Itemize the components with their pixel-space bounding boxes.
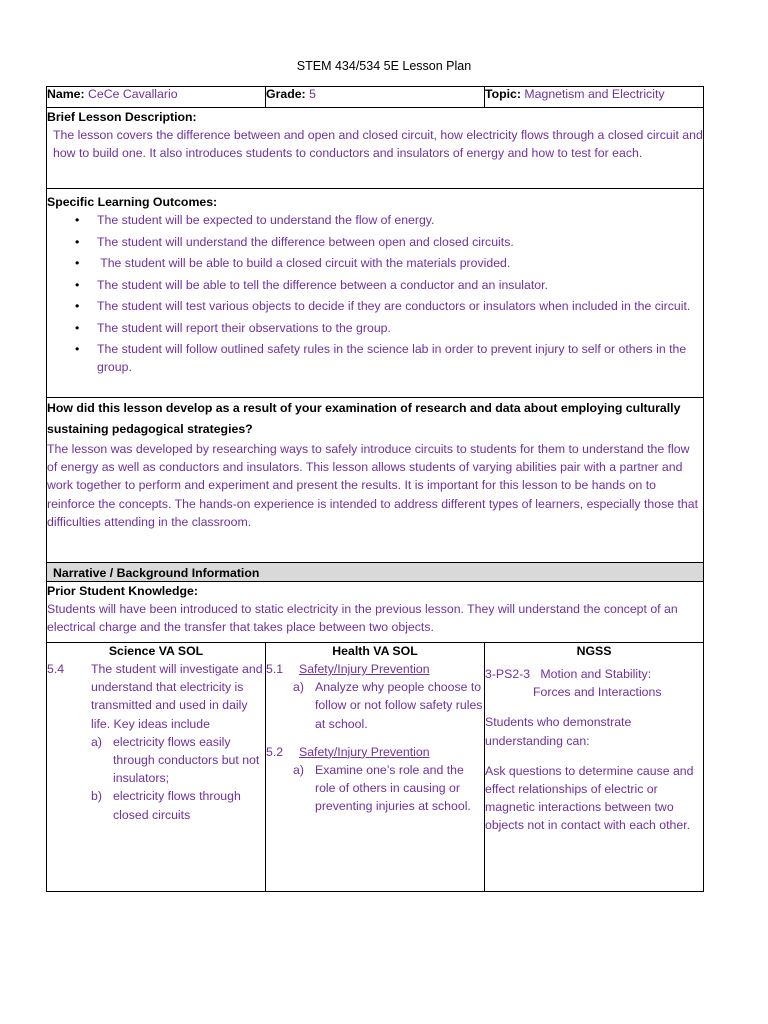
science-sub-item: a) electricity flows easily through conductors but not insulators; [91, 734, 260, 786]
bullet-icon: • [75, 320, 80, 335]
prior-text: Students will have been introduced to static electricity in the previous lesson. They will understand the concept of an electrical charge and the transfer that takes place between two objects. [47, 602, 678, 635]
name-cell [47, 87, 266, 108]
narrative-row [47, 563, 704, 582]
outcome-item: • The student will understand the difference between open and closed circuits. [97, 233, 703, 251]
outcome-item: • The student will be expected to understand the flow of energy. [97, 211, 703, 229]
prior-knowledge-row [47, 582, 704, 643]
science-sol-cell [47, 643, 266, 892]
document-title: STEM 434/534 5E Lesson Plan [296, 59, 472, 73]
prior-heading: Prior Student Knowledge: [47, 584, 198, 598]
health-sol-title: Safety/Injury Prevention [299, 662, 430, 676]
topic-value: Magnetism and Electricity [524, 87, 665, 101]
science-sol-text: The student will investigate and understand that electricity is transmitted and used in daily life. Key ideas include [91, 662, 263, 731]
health-sub-item: a) Examine one’s role and the role of others in causing or preventing injuries at school. [293, 763, 471, 814]
outcomes-section [47, 189, 704, 398]
bullet-icon: • [75, 256, 80, 271]
bullet-icon: • [75, 299, 80, 314]
grade-value: 5 [309, 87, 316, 101]
science-sub-item: b) electricity flows through closed circuits [91, 789, 241, 822]
bullet-icon: • [75, 342, 80, 357]
ngss-text: Ask questions to determine cause and effect relationships of electric or magnetic interactions between two objects not in contact with each other. [485, 763, 694, 833]
health-sol-cell [266, 643, 485, 892]
grade-label: Grade: [266, 87, 306, 101]
science-sol-item [47, 660, 265, 824]
ngss-intro: Students who demonstrate understanding can: [485, 715, 632, 748]
research-answer: The lesson was developed by researching ways to safely introduce circuits to students for them to understand the flow of energy as well as conductors and insulators. This lesson allows students of varying abilities pair with a partner and work together to perform and experiment and present the results. It is important for this lesson to be hands on to reinforce the concepts. The hands-on experience is intended to address different types of learners, especially those that difficulties attending in the classroom. [47, 442, 698, 529]
research-row [47, 398, 704, 563]
outcome-item: • The student will report their observations to the group. [97, 319, 703, 337]
name-value: CeCe Cavallario [88, 87, 178, 101]
outcome-item: • The student will be able to build a closed circuit with the materials provided. [97, 254, 703, 272]
ngss-title-2: Forces and Interactions [533, 685, 662, 700]
brief-row [47, 108, 704, 189]
outcomes-list [47, 211, 703, 376]
grade-cell [266, 87, 485, 108]
header-row [47, 87, 704, 108]
name-label: Name: [47, 87, 85, 101]
science-sol-number: 5.4 [47, 662, 65, 676]
ngss-heading: NGSS [576, 644, 612, 658]
outcome-item: • The student will follow outlined safety rules in the science lab in order to prevent injury to self or others in the group. [75, 342, 687, 375]
standards-row [47, 643, 704, 892]
lesson-plan-table [46, 86, 704, 892]
research-section [47, 398, 704, 563]
topic-label: Topic: [485, 87, 521, 101]
health-sol-item: 5.2 Safety/Injury Prevention [266, 743, 484, 761]
science-sol-heading: Science VA SOL [108, 644, 204, 658]
brief-heading: Brief Lesson Description: [47, 110, 197, 124]
brief-section [47, 108, 704, 189]
outcome-item: • The student will test various objects to decide if they are conductors or insulators when included in the circuit. [97, 297, 703, 315]
outcomes-heading: Specific Learning Outcomes: [47, 195, 218, 209]
bullet-icon: • [75, 234, 80, 249]
research-question: How did this lesson develop as a result of your examination of research and data about employing culturally sustaining pedagogical strategies? [47, 401, 681, 436]
health-sol-item: 5.1 Safety/Injury Prevention [266, 660, 484, 678]
health-sol-heading: Health VA SOL [332, 644, 418, 658]
bullet-icon: • [75, 277, 80, 292]
ngss-title: Motion and Stability: [540, 667, 652, 681]
health-sol-title: Safety/Injury Prevention [299, 744, 430, 759]
health-sub-item: a) Analyze why people choose to follow or not follow safety rules at school. [293, 680, 483, 731]
narrative-heading: Narrative / Background Information [47, 563, 704, 582]
brief-text: The lesson covers the difference between and open and closed circuit, how electricity flows through a closed circuit and how to build one. It also introduces students to conductors and insulators of energy and how to test for each. [53, 128, 703, 161]
ngss-cell [485, 643, 704, 892]
ngss-standard [485, 665, 703, 701]
outcome-item: • The student will be able to tell the difference between a conductor and an insulator. [97, 276, 703, 294]
bullet-icon: • [75, 213, 80, 228]
outcomes-row [47, 189, 704, 398]
topic-cell [485, 87, 704, 108]
ngss-code: 3-PS2-3 [485, 667, 531, 681]
prior-knowledge-section [47, 582, 704, 643]
